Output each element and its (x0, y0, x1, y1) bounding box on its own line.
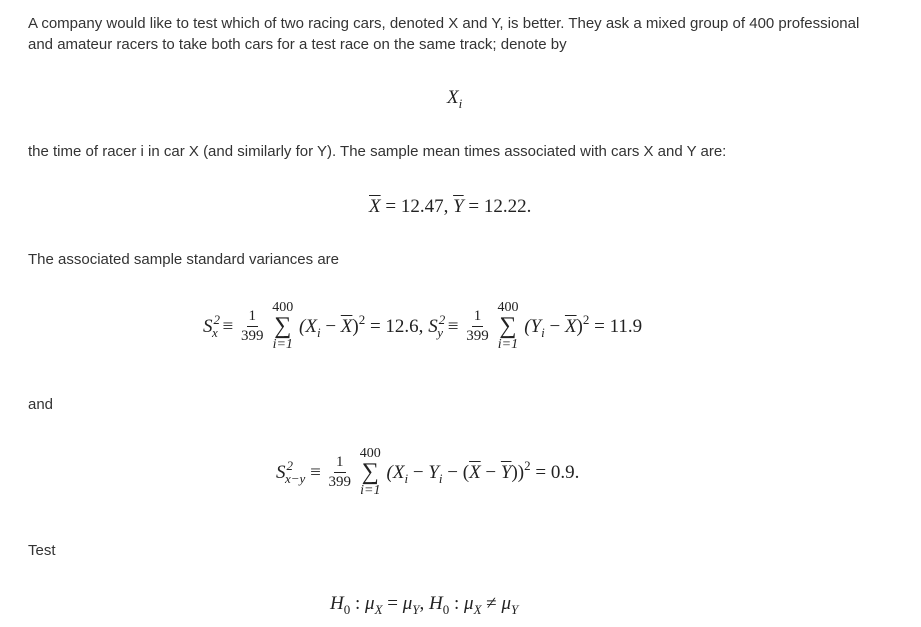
h0-symbol: H (330, 593, 344, 614)
difference-variance-formula (276, 446, 579, 498)
sx-term: $(X_i - \overline{X})^2 = 12.6$, (299, 312, 424, 340)
means-formula (369, 197, 531, 216)
intro-paragraph: A company would like to test which of two racing cars, denoted X and Y, is better. They ask a mixed group of 400 professional and amateur racers to take both cars for a test race on the same track; denote by (28, 15, 860, 53)
sy-symbol: $S^2_y$ (428, 312, 446, 340)
h1-symbol: H (429, 593, 443, 614)
sxy-fraction: $\frac{1}{399}$ (328, 453, 352, 490)
sy-term: $(Y_i - \overline{X})^2 = 11.9$ (524, 312, 643, 340)
variances-paragraph: The associated sample standard variances are (28, 251, 340, 268)
sxy-term: $(X_i - Y_i - (\overline{X} - \overline{Y}))^2 = 0.9$. (386, 458, 580, 486)
mean-y-eq: = (468, 196, 480, 217)
sx-equiv: ≡ (222, 315, 234, 337)
test-paragraph: Test (28, 542, 56, 559)
xi-sub: i (458, 96, 463, 111)
sy-fraction: $\frac{1}{399}$ (466, 307, 489, 344)
mean-x-symbol: $\overline{X}$ (369, 196, 381, 217)
sy-equiv: ≡ (447, 315, 459, 337)
sxy-symbol: $S^2_{x-y}$ (276, 458, 306, 486)
variances-formula (203, 300, 642, 352)
time-definition-paragraph: the time of racer i in car X (and similarly for Y). The sample mean times associated with cars X and Y are: (28, 143, 727, 160)
sxy-sum: 400 ∑ i=1 (359, 446, 381, 498)
mean-y-value: 12.22. (483, 196, 532, 217)
sy-sum: 400 ∑ i=1 (497, 300, 519, 352)
sx-fraction: $\frac{1}{399}$ (241, 307, 264, 344)
xi-base: X (447, 87, 459, 108)
sxy-equiv: ≡ (310, 461, 321, 483)
and-paragraph: and (28, 396, 54, 413)
sx-symbol: $S^2_x$ (203, 312, 220, 340)
hypotheses-formula: $H_0$ : $\mu_X = \mu_Y$, $H_0$ : $\mu_X \ne \mu_Y$ (330, 593, 519, 617)
mean-x-eq: = (385, 196, 397, 217)
mean-y-symbol: $\overline{Y}$ (453, 196, 464, 217)
sx-sum: 400 ∑ i=1 (272, 300, 294, 352)
xi-formula (447, 88, 462, 110)
mean-x-value: 12.47, (400, 196, 449, 217)
